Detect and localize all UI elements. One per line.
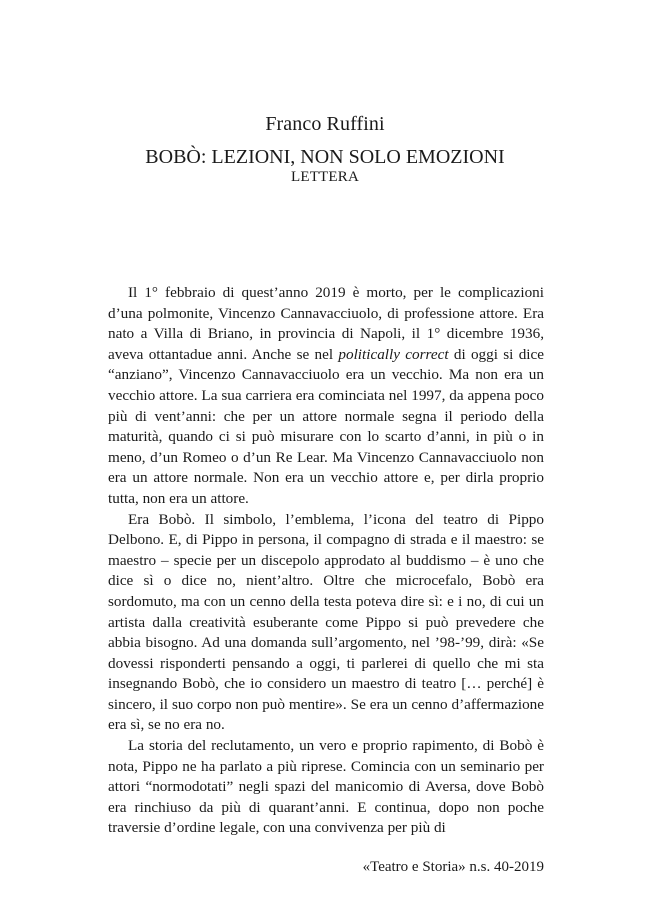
article-header <box>0 112 650 186</box>
article-subtitle: LETTERA <box>290 169 360 185</box>
paragraph-1-italic: politically correct <box>338 345 449 363</box>
paragraph-1 <box>108 283 544 510</box>
author-name: Franco Ruffini <box>265 113 385 135</box>
journal-citation: «Teatro e Storia» n.s. 40-2019 <box>362 859 544 875</box>
paragraph-1-text-a: Il 1° febbraio di quest’anno 2019 è morto, per le complicazioni d’una polmonite, Vincenzo Cannavacciuolo, di professione attore. Era nato a Villa di Briano, in provincia di Napoli, il 1° dicembre 1936, aveva ottantadue anni. Anche se nel <box>108 284 544 363</box>
paragraph-3: La storia del reclutamento, un vero e proprio rapimento, di Bobò è nota, Pippo ne ha parlato a più riprese. Comincia con un seminario per attori “normodotati” negli spazi del manicomio di Aversa, dove Bobò era rinchiuso da più di quarant’anni. E continua, dopo non poche traversie d’ordine legale, con una convivenza per più di <box>108 737 544 837</box>
article-body <box>108 283 544 839</box>
article-title: BOBÒ: LEZIONI, NON SOLO EMOZIONI <box>145 146 505 168</box>
paragraph-2: Era Bobò. Il simbolo, l’emblema, l’icona del teatro di Pippo Delbono. E, di Pippo in persona, il compagno di strada e il maestro: se maestro – specie per un discepolo approdato al buddismo – è uno che dice sì o dice no, nient’altro. Oltre che microcefalo, Bobò era sordomuto, ma con un cenno della testa poteva dire sì: e i no, di cui un artista dalla creatività esuberante come Pippo si può prevedere che abbia bisogno. Ad una domanda sull’argomento, nel ’98-’99, dirà: «Se dovessi risponderti pensando a oggi, ti parlerei di quello che mi sta insegnando Bobò, che io considero un maestro di teatro [… perché] è sincero, il suo corpo non può mentire». Se era un cenno d’affermazione era sì, se no era no. <box>108 510 544 734</box>
paragraph-1-text-b: di oggi si dice “anziano”, Vincenzo Cannavacciuolo era un vecchio. Ma non era un vecchio attore. La sua carriera era cominciata nel 1997, da appena poco più di vent’anni: che per un attore normale segna il periodo della maturità, quando ci si può misurare con lo scarto d’anni, in più o in meno, d’un Romeo o d’un Re Lear. Ma Vincenzo Cannavacciuolo non era un attore normale. Non era un vecchio attore e, per dirla proprio tutta, non era un attore. <box>108 345 544 507</box>
